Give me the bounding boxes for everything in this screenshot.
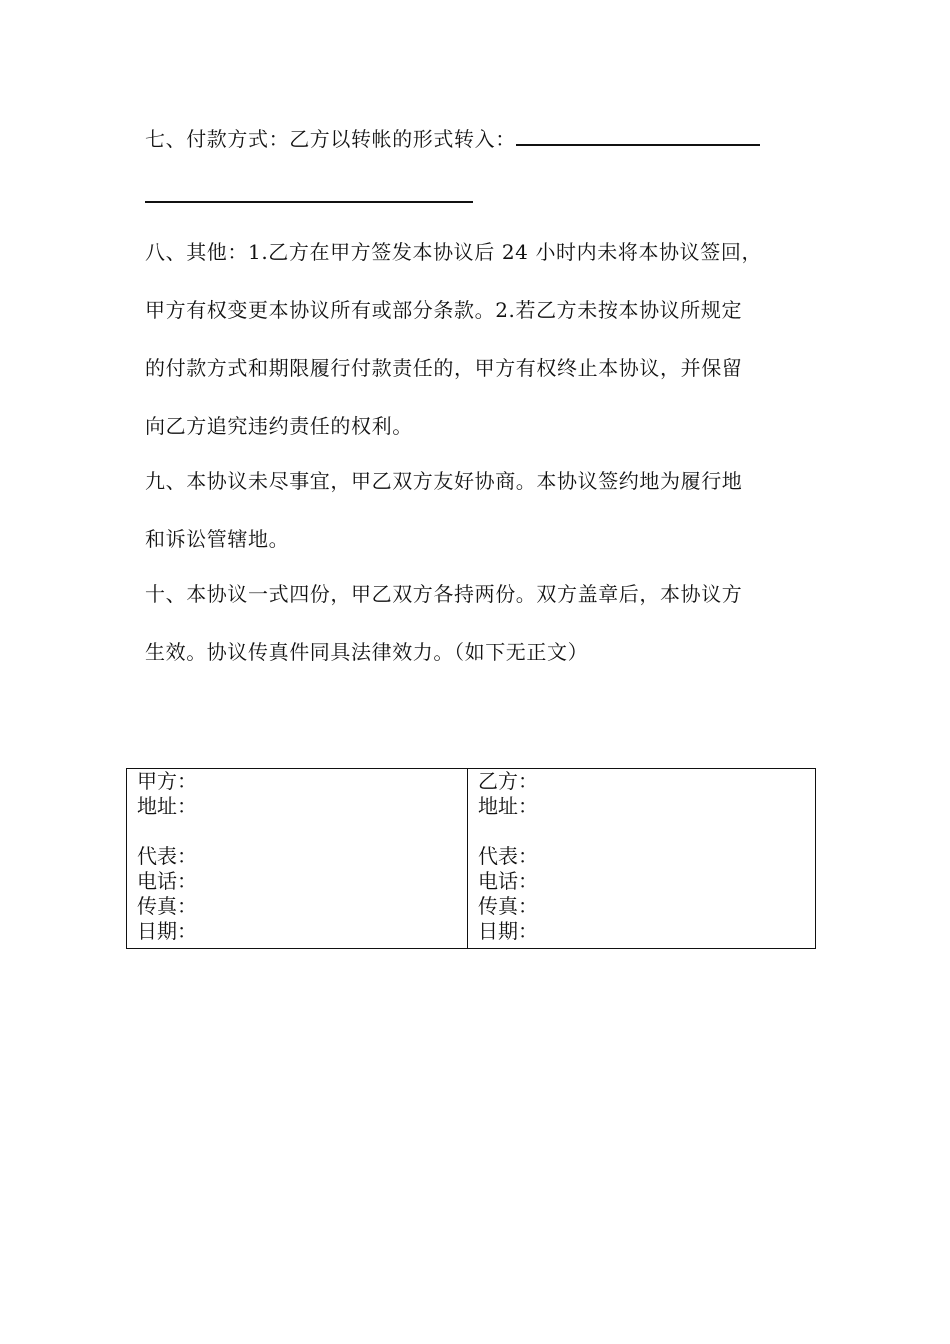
party-b-address-label: 地址： [478,794,538,818]
party-b-label: 乙方： [478,769,538,793]
party-b-rep-label: 代表： [478,844,538,868]
clause-other-line-3: 的付款方式和期限履行付款责任的，甲方有权终止本协议，并保留 [145,356,743,380]
clause-other-line-1: 八、其他：1.乙方在甲方签发本协议后 24 小时内未将本协议签回， [145,240,763,264]
clause-payment [145,125,760,153]
party-a-fax-label: 传真： [137,894,197,918]
clause-copies-line-1: 十、本协议一式四份，甲乙双方各持两份。双方盖章后，本协议方 [145,582,743,606]
clause-other-line-2: 甲方有权变更本协议所有或部分条款。2.若乙方未按本协议所规定 [145,298,743,322]
party-a-date-label: 日期： [137,919,197,943]
party-b-phone-label: 电话： [478,869,538,893]
clause-copies-line-2: 生效。协议传真件同具法律效力。（如下无正文） [145,640,589,664]
signature-table [126,768,816,949]
party-a-phone-label: 电话： [137,869,197,893]
party-a-rep-label: 代表： [137,844,197,868]
payment-account-blank [516,128,760,146]
party-a-address-label: 地址： [137,794,197,818]
party-b-fax-label: 传真： [478,894,538,918]
party-b-cell [468,769,816,949]
clause-matters-line-1: 九、本协议未尽事宜，甲乙双方友好协商。本协议签约地为履行地 [145,469,743,493]
party-a-label: 甲方： [137,769,197,793]
party-b-spacer [478,819,815,844]
clause-matters-line-2: 和诉讼管辖地。 [145,527,290,551]
party-b-date-label: 日期： [478,919,538,943]
clause-payment-text: 七、付款方式：乙方以转帐的形式转入： [145,127,516,151]
party-a-cell [127,769,468,949]
payment-account-blank-line2 [145,201,473,203]
party-a-spacer [137,819,467,844]
clause-other-line-4: 向乙方追究违约责任的权利。 [145,414,413,438]
